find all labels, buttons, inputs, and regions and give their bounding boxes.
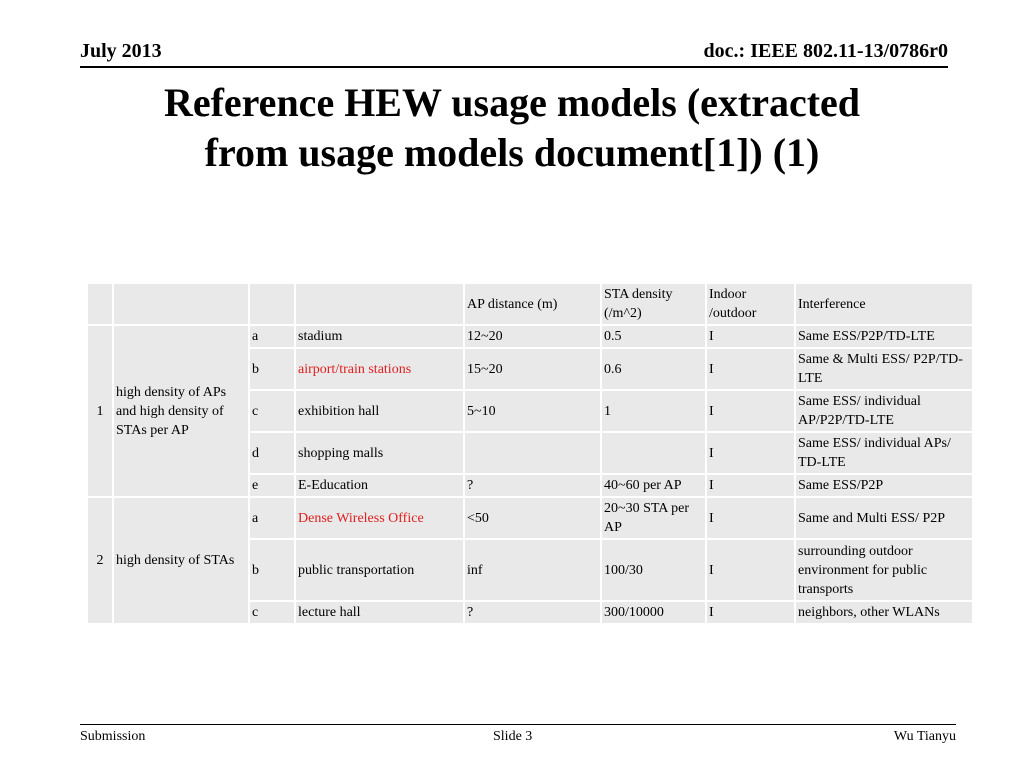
group-id-cell: 2 — [87, 497, 113, 624]
indoor-outdoor-cell: I — [706, 601, 795, 624]
sta-density-cell: 40~60 per AP — [601, 474, 706, 497]
sta-density-cell: 300/10000 — [601, 601, 706, 624]
sta-density-cell: 100/30 — [601, 539, 706, 601]
interference-cell: neighbors, other WLANs — [795, 601, 973, 624]
table-header-row — [87, 283, 973, 325]
usage-cell: public transportation — [295, 539, 464, 601]
interference-cell: Same & Multi ESS/ P2P/TD-LTE — [795, 348, 973, 390]
ap-distance-cell — [464, 432, 601, 474]
slide-title-line-2: from usage models document[1]) (1) — [204, 130, 820, 175]
group-id-cell: 1 — [87, 325, 113, 497]
ap-distance-cell: 12~20 — [464, 325, 601, 348]
indoor-outdoor-cell: I — [706, 348, 795, 390]
table-row — [87, 497, 973, 539]
table-row — [87, 325, 973, 348]
row-letter-cell: b — [249, 539, 295, 601]
usage-cell: E-Education — [295, 474, 464, 497]
footer-divider — [80, 724, 956, 725]
usage-cell: lecture hall — [295, 601, 464, 624]
usage-cell: exhibition hall — [295, 390, 464, 432]
footer-slide-number: Slide 3 — [493, 729, 533, 744]
row-letter-cell: c — [249, 390, 295, 432]
row-letter-cell: c — [249, 601, 295, 624]
row-letter-cell: e — [249, 474, 295, 497]
indoor-outdoor-cell: I — [706, 432, 795, 474]
slide-title-line-1: Reference HEW usage models (extracted — [163, 80, 861, 125]
row-letter-cell: a — [249, 497, 295, 539]
header-cell — [113, 283, 249, 325]
ap-distance-cell: 15~20 — [464, 348, 601, 390]
row-letter-cell: d — [249, 432, 295, 474]
header-doc-id: doc.: IEEE 802.11-13/0786r0 — [703, 40, 948, 62]
row-letter-cell: b — [249, 348, 295, 390]
indoor-outdoor-cell: I — [706, 474, 795, 497]
header-cell — [249, 283, 295, 325]
header-divider — [80, 66, 948, 68]
indoor-outdoor-cell: I — [706, 497, 795, 539]
sta-density-cell — [601, 432, 706, 474]
footer-author: Wu Tianyu — [893, 729, 956, 744]
header-cell — [295, 283, 464, 325]
interference-cell: Same ESS/P2P — [795, 474, 973, 497]
usage-models-table-wrap — [86, 282, 972, 625]
interference-cell: surrounding outdoor environment for public transports — [795, 539, 973, 601]
sta-density-cell: 0.6 — [601, 348, 706, 390]
footer-submission: Submission — [80, 729, 146, 744]
interference-cell: Same ESS/ individual APs/ TD-LTE — [795, 432, 973, 474]
row-letter-cell: a — [249, 325, 295, 348]
usage-cell: stadium — [295, 325, 464, 348]
usage-cell-highlighted: airport/train stations — [295, 348, 464, 390]
indoor-outdoor-cell: I — [706, 325, 795, 348]
usage-cell-highlighted: Dense Wireless Office — [295, 497, 464, 539]
header-sta-density: STA density (/m^2) — [601, 283, 706, 325]
header-indoor-outdoor: Indoor /outdoor — [706, 283, 795, 325]
ap-distance-cell: ? — [464, 474, 601, 497]
usage-models-table — [86, 282, 974, 625]
slide-title — [60, 78, 964, 178]
group-category-cell: high density of APs and high density of STAs per AP — [113, 325, 249, 497]
header-ap-distance: AP distance (m) — [464, 283, 601, 325]
indoor-outdoor-cell: I — [706, 539, 795, 601]
header-cell — [87, 283, 113, 325]
interference-cell: Same and Multi ESS/ P2P — [795, 497, 973, 539]
sta-density-cell: 20~30 STA per AP — [601, 497, 706, 539]
group-category-cell: high density of STAs — [113, 497, 249, 624]
header-interference: Interference — [795, 283, 973, 325]
interference-cell: Same ESS/ individual AP/P2P/TD-LTE — [795, 390, 973, 432]
ap-distance-cell: 5~10 — [464, 390, 601, 432]
usage-cell: shopping malls — [295, 432, 464, 474]
ap-distance-cell: <50 — [464, 497, 601, 539]
header-date: July 2013 — [80, 40, 162, 62]
sta-density-cell: 0.5 — [601, 325, 706, 348]
interference-cell: Same ESS/P2P/TD-LTE — [795, 325, 973, 348]
sta-density-cell: 1 — [601, 390, 706, 432]
indoor-outdoor-cell: I — [706, 390, 795, 432]
ap-distance-cell: ? — [464, 601, 601, 624]
ap-distance-cell: inf — [464, 539, 601, 601]
